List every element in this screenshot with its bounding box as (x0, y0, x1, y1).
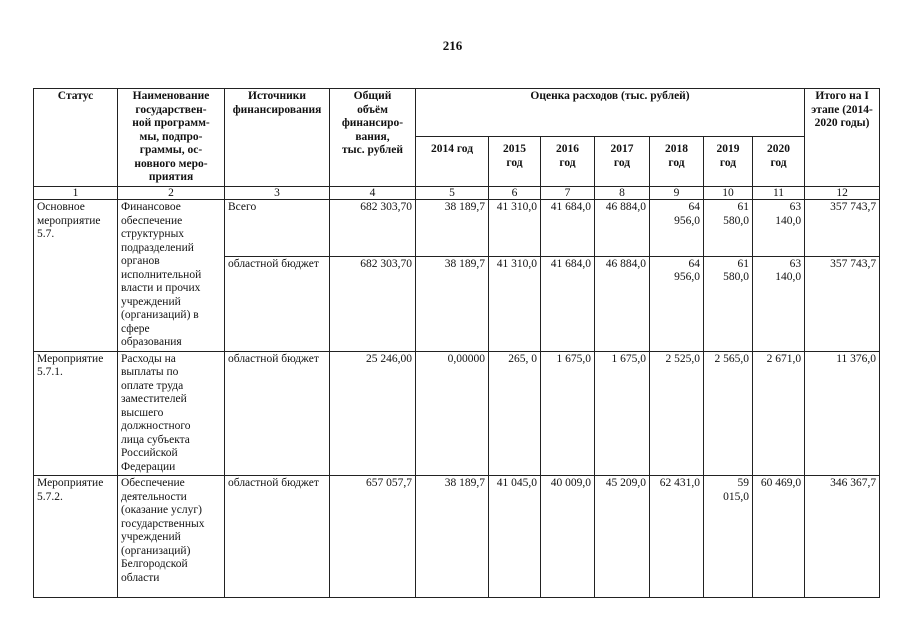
row-2017: 1 675,0 (595, 351, 650, 476)
row-status: Мероприятие 5.7.1. (34, 351, 118, 476)
page-number: 216 (442, 38, 463, 53)
row-2014: 38 189,7 (416, 256, 489, 351)
column-number: 1 (34, 187, 118, 200)
header-total-volume: Общий объём финансиро- вания, тыс. рублей (330, 89, 416, 187)
row-2014: 38 189,7 (416, 476, 489, 598)
column-number: 4 (330, 187, 416, 200)
row-2019: 59 015,0 (704, 476, 753, 598)
column-number: 3 (225, 187, 330, 200)
row-source: областной бюджет (225, 351, 330, 476)
row-2020: 2 671,0 (753, 351, 805, 476)
column-number-row (34, 187, 880, 200)
header-year-2015: 2015 год (489, 137, 541, 187)
row-total: 682 303,70 (330, 200, 416, 257)
row-total: 682 303,70 (330, 256, 416, 351)
header-row-1 (34, 89, 880, 137)
table-row (34, 476, 880, 598)
row-2015: 41 045,0 (489, 476, 541, 598)
row-2016: 40 009,0 (541, 476, 595, 598)
row-stage-total: 11 376,0 (805, 351, 880, 476)
header-name: Наименование государствен- ной программ- мы, подпро- граммы, ос- новного меро- приятия (118, 89, 225, 187)
row-2018: 62 431,0 (650, 476, 704, 598)
row-name: Расходы на выплаты по оплате труда заместителей высшего должностного лица субъекта Российской Федерации (118, 351, 225, 476)
table-row (34, 351, 880, 476)
row-2019: 2 565,0 (704, 351, 753, 476)
row-source: областной бюджет (225, 476, 330, 598)
row-name: Финансовое обеспечение структурных подразделений органов исполнительной власти и прочих учреждений (организаций) в сфере образования (118, 200, 225, 352)
column-number: 6 (489, 187, 541, 200)
row-2018: 64 956,0 (650, 200, 704, 257)
row-total: 657 057,7 (330, 476, 416, 598)
budget-table (33, 88, 880, 598)
header-year-2016: 2016 год (541, 137, 595, 187)
row-name: Обеспечение деятельности (оказание услуг) государственных учреждений (организаций) Белгородской области (118, 476, 225, 598)
row-2014: 38 189,7 (416, 200, 489, 257)
header-stage-total: Итого на I этапе (2014- 2020 годы) (805, 89, 880, 187)
row-2018: 64 956,0 (650, 256, 704, 351)
header-estimate: Оценка расходов (тыс. рублей) (416, 89, 805, 137)
column-number: 9 (650, 187, 704, 200)
column-number: 7 (541, 187, 595, 200)
header-year-2018: 2018 год (650, 137, 704, 187)
header-sources: Источники финансирования (225, 89, 330, 187)
header-status: Статус (34, 89, 118, 187)
row-2018: 2 525,0 (650, 351, 704, 476)
header-year-2017: 2017 год (595, 137, 650, 187)
table-row (34, 200, 880, 257)
row-2020: 63 140,0 (753, 256, 805, 351)
row-2016: 41 684,0 (541, 200, 595, 257)
row-2017: 46 884,0 (595, 256, 650, 351)
header-year-2014: 2014 год (416, 137, 489, 187)
row-source: Всего (225, 200, 330, 257)
row-status: Основное мероприятие 5.7. (34, 200, 118, 352)
row-2019: 61 580,0 (704, 200, 753, 257)
column-number: 12 (805, 187, 880, 200)
column-number: 2 (118, 187, 225, 200)
header-year-2019: 2019 год (704, 137, 753, 187)
row-status: Мероприятие 5.7.2. (34, 476, 118, 598)
row-stage-total: 357 743,7 (805, 256, 880, 351)
row-2014: 0,00000 (416, 351, 489, 476)
row-2017: 45 209,0 (595, 476, 650, 598)
header-year-2020: 2020 год (753, 137, 805, 187)
column-number: 5 (416, 187, 489, 200)
row-2020: 63 140,0 (753, 200, 805, 257)
row-2016: 1 675,0 (541, 351, 595, 476)
row-2017: 46 884,0 (595, 200, 650, 257)
row-source: областной бюджет (225, 256, 330, 351)
row-total: 25 246,00 (330, 351, 416, 476)
column-number: 10 (704, 187, 753, 200)
row-2015: 41 310,0 (489, 256, 541, 351)
column-number: 8 (595, 187, 650, 200)
row-stage-total: 346 367,7 (805, 476, 880, 598)
row-2020: 60 469,0 (753, 476, 805, 598)
row-2015: 41 310,0 (489, 200, 541, 257)
row-stage-total: 357 743,7 (805, 200, 880, 257)
row-2019: 61 580,0 (704, 256, 753, 351)
row-2015: 265, 0 (489, 351, 541, 476)
row-2016: 41 684,0 (541, 256, 595, 351)
column-number: 11 (753, 187, 805, 200)
